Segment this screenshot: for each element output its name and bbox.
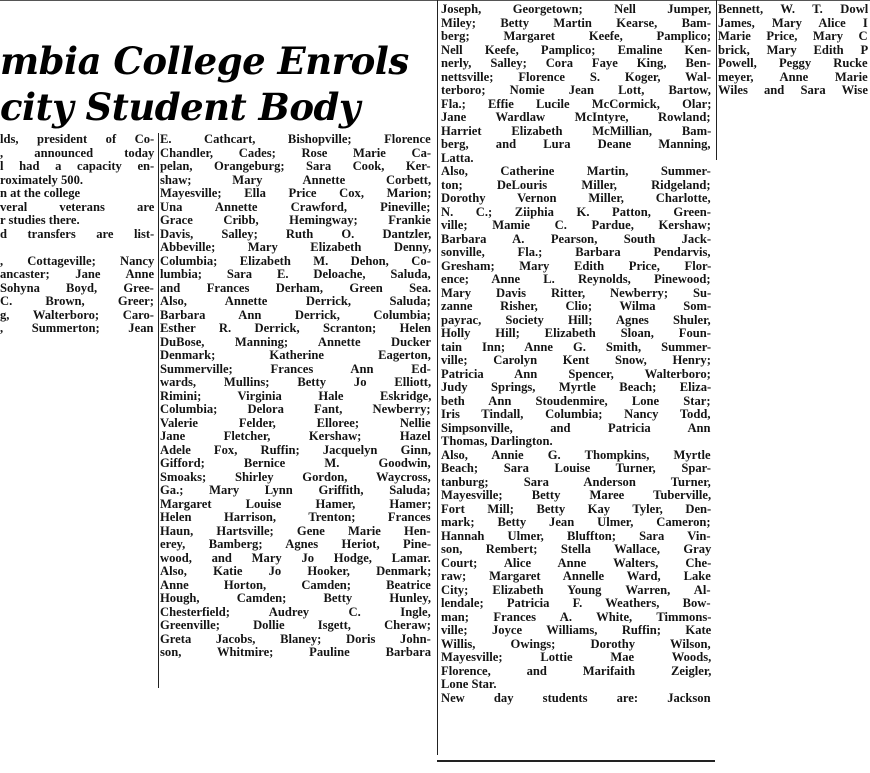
- article-column-1: [0, 133, 156, 336]
- text-line: , Summerton; Jean: [0, 322, 154, 335]
- text-line: tanburg; Sara Anderson Turner,: [441, 475, 711, 489]
- text-line: ton; DeLouris Miller, Ridgeland;: [441, 178, 711, 192]
- text-line: Adele Fox, Ruffin; Jacquelyn Ginn,: [160, 443, 432, 457]
- text-line: Margaret Louise Hamer, Hamer;: [160, 497, 432, 511]
- text-line: Simpsonville, and Patricia Ann: [441, 421, 711, 435]
- text-line: Greenville; Dollie Isgett, Cheraw;: [160, 619, 431, 632]
- text-line: Barbara A. Pearson, South Jack-: [441, 232, 712, 246]
- text-line: Dorothy Vernon Miller, Charlotte,: [441, 192, 711, 205]
- text-line: Mayesville; Betty Maree Tuberville,: [441, 489, 712, 502]
- article-column-4: [718, 3, 870, 98]
- text-line: berg; Margaret Keefe, Pamplico;: [441, 30, 712, 43]
- text-line: Fort Mill; Betty Kay Tyler, Den-: [441, 502, 712, 516]
- text-line: Chesterfield; Audrey C. Ingle,: [160, 605, 431, 619]
- column-rule: [716, 0, 717, 160]
- text-line: Harriet Elizabeth McMillian, Bam-: [441, 124, 712, 138]
- text-line: Powell, Peggy Rucke: [718, 57, 868, 70]
- text-line: man; Frances A. White, Timmons-: [441, 610, 712, 624]
- text-line: Valerie Felder, Elloree; Nellie: [160, 416, 431, 430]
- text-line: Jane Wardlaw McIntyre, Rowland;: [441, 111, 711, 124]
- text-line: shaw; Mary Annette Corbett,: [160, 173, 432, 187]
- text-line: Summerville; Frances Ann Ed-: [160, 362, 431, 376]
- text-line: Una Annette Crawford, Pineville;: [160, 200, 431, 214]
- text-line: Lone Star.: [441, 678, 497, 691]
- text-line: Iris Tindall, Columbia; Nancy Todd,: [441, 408, 711, 421]
- text-line: pelan, Orangeburg; Sara Cook, Ker-: [160, 160, 431, 173]
- text-line: sonville, Fla.; Barbara Pendarvis,: [441, 246, 711, 259]
- text-line: Florence, and Marifaith Zeigler,: [441, 664, 712, 678]
- text-line: ville; Carolyn Kent Snow, Henry;: [441, 354, 711, 367]
- text-line: ancaster; Jane Anne: [0, 268, 155, 281]
- text-line: Mayesville; Lottie Mae Woods,: [441, 651, 712, 664]
- text-line: Joseph, Georgetown; Nell Jumper,: [441, 3, 712, 16]
- text-line: veral veterans are: [0, 200, 155, 214]
- text-line: City; Elizabeth Young Warren, Al-: [441, 583, 711, 597]
- text-line: Judy Springs, Myrtle Beach; Eliza-: [441, 381, 712, 394]
- headline-line-1: mbia College Enrols: [0, 39, 409, 83]
- text-line: Abbeville; Mary Elizabeth Denny,: [160, 241, 432, 254]
- text-line: Gifford; Bernice M. Goodwin,: [160, 457, 431, 470]
- article-column-3: [441, 3, 713, 705]
- text-line: son, Whitmire; Pauline Barbara: [160, 646, 432, 659]
- text-line: Thomas, Darlington.: [441, 435, 553, 448]
- text-line: g, Walterboro; Caro-: [0, 308, 154, 322]
- text-line: beth Ann Stoudenmire, Lone Star;: [441, 394, 711, 408]
- text-line: brick, Mary Edith P: [718, 43, 869, 57]
- text-line: N. C.; Ziiphia K. Patton, Green-: [441, 205, 711, 219]
- text-line: Columbia; Elizabeth M. Dehon, Co-: [160, 254, 431, 268]
- text-line: Esther R. Derrick, Scranton; Helen: [160, 322, 432, 335]
- text-line: Grace Cribb, Hemingway; Frankie: [160, 214, 431, 227]
- text-line: Smoaks; Shirley Gordon, Waycross,: [160, 470, 431, 484]
- bottom-rule: [437, 760, 715, 762]
- text-line: Sohyna Boyd, Gree-: [0, 281, 154, 295]
- text-line: Fla.; Effie Lucile McCormick, Olar;: [441, 97, 712, 111]
- text-line: nerly, Salley; Cora Faye King, Ben-: [441, 57, 711, 70]
- text-line: Also, Annette Derrick, Saluda;: [160, 295, 431, 308]
- text-line: Nell Keefe, Pamplico; Emaline Ken-: [441, 43, 712, 57]
- text-line: Also, Catherine Martin, Summer-: [441, 165, 711, 178]
- text-line: erey, Bamberg; Agnes Heriot, Pine-: [160, 538, 432, 551]
- headline: [0, 38, 409, 130]
- text-line: Hannah Ulmer, Bluffton; Sara Vin-: [441, 529, 711, 543]
- text-line: and Frances Derham, Green Sea.: [160, 281, 432, 295]
- text-line: d transfers are list-: [0, 227, 155, 241]
- text-line: , announced today: [0, 146, 155, 160]
- text-line: Barbara Ann Derrick, Columbia;: [160, 308, 431, 322]
- text-line: Helen Harrison, Trenton; Frances: [160, 511, 431, 524]
- text-line: lds, president of Co-: [0, 133, 155, 146]
- text-line: nettsville; Florence S. Koger, Wal-: [441, 70, 712, 84]
- text-line: ville; Joyce Williams, Ruffin; Kate: [441, 624, 712, 637]
- text-line: Beach; Sara Louise Turner, Spar-: [441, 462, 711, 475]
- top-rule: [0, 0, 870, 1]
- text-line: Bennett, W. T. Dowl: [718, 3, 869, 16]
- text-line: l had a capacity en-: [0, 160, 155, 173]
- text-line: Ga.; Mary Lynn Griffith, Saluda;: [160, 484, 431, 497]
- text-line: wards, Mullins; Betty Jo Elliott,: [160, 376, 432, 389]
- text-line: Willis, Owings; Dorothy Wilson,: [441, 637, 711, 651]
- text-line: ence; Anne L. Reynolds, Pinewood;: [441, 273, 711, 286]
- text-line: Columbia; Delora Fant, Newberry;: [160, 403, 431, 416]
- text-line: n at the college: [0, 187, 81, 200]
- text-line: Holly Hill; Elizabeth Sloan, Foun-: [441, 327, 711, 340]
- text-line: Patricia Ann Spencer, Walterboro;: [441, 367, 711, 381]
- text-line: Jane Fletcher, Kershaw; Hazel: [160, 430, 431, 443]
- text-line: C. Brown, Greer;: [0, 295, 154, 308]
- text-line: Chandler, Cades; Rose Marie Ca-: [160, 146, 432, 160]
- text-line: Mayesville; Ella Price Cox, Marion;: [160, 187, 432, 200]
- text-line: lumbia; Sara E. Deloache, Saluda,: [160, 268, 431, 281]
- text-line: Also, Annie G. Thompkins, Myrtle: [441, 448, 711, 462]
- text-line: [0, 241, 156, 255]
- column-rule: [158, 133, 159, 688]
- text-line: Greta Jacobs, Blaney; Doris John-: [160, 632, 431, 646]
- text-line: Gresham; Mary Edith Price, Flor-: [441, 259, 712, 273]
- text-line: Rimini; Virginia Hale Eskridge,: [160, 389, 432, 403]
- column-rule: [437, 0, 438, 755]
- text-line: zanne Risher, Clio; Wilma Som-: [441, 300, 712, 313]
- text-line: payrac, Society Hill; Agnes Shuler,: [441, 313, 711, 327]
- text-line: New day students are: Jackson: [441, 691, 711, 705]
- article-column-2: [160, 133, 433, 660]
- text-line: berg, and Lura Deane Manning,: [441, 138, 711, 151]
- text-line: Haun, Hartsville; Gene Marie Hen-: [160, 524, 431, 538]
- text-line: Also, Katie Jo Hooker, Denmark;: [160, 565, 432, 578]
- text-line: Mary Davis Ritter, Newberry; Su-: [441, 286, 712, 300]
- text-line: tain Inn; Anne G. Smith, Summer-: [441, 340, 712, 354]
- text-line: , Cottageville; Nancy: [0, 254, 155, 268]
- text-line: Anne Horton, Camden; Beatrice: [160, 578, 431, 592]
- text-line: mark; Betty Jean Ulmer, Cameron;: [441, 516, 711, 529]
- text-line: Miley; Betty Martin Kearse, Bam-: [441, 16, 711, 30]
- text-line: wood, and Mary Jo Hodge, Lamar.: [160, 551, 431, 565]
- text-line: Court; Alice Anne Walters, Che-: [441, 556, 712, 570]
- text-line: r studies there.: [0, 214, 80, 227]
- text-line: Davis, Salley; Ruth O. Dantzler,: [160, 227, 432, 241]
- text-line: Hough, Camden; Betty Hunley,: [160, 592, 431, 605]
- text-line: Marie Price, Mary C: [718, 30, 868, 43]
- text-line: Latta.: [441, 151, 474, 165]
- text-line: James, Mary Alice I: [718, 16, 868, 30]
- text-line: terboro; Nomie Jean Lott, Bartow,: [441, 84, 711, 97]
- text-line: son, Rembert; Stella Wallace, Gray: [441, 543, 712, 556]
- text-line: Denmark; Katherine Eagerton,: [160, 349, 431, 362]
- text-line: roximately 500.: [0, 173, 84, 187]
- text-line: DuBose, Manning; Annette Ducker: [160, 335, 431, 349]
- text-line: raw; Margaret Annelle Ward, Lake: [441, 570, 711, 583]
- headline-line-2: city Student Body: [0, 85, 360, 129]
- text-line: lendale; Patricia F. Weathers, Bow-: [441, 597, 711, 610]
- text-line: E. Cathcart, Bishopville; Florence: [160, 133, 431, 146]
- text-line: meyer, Anne Marie: [718, 70, 868, 84]
- text-line: Wiles and Sara Wise: [718, 84, 868, 97]
- text-line: ville; Mamie C. Pardue, Kershaw;: [441, 219, 711, 232]
